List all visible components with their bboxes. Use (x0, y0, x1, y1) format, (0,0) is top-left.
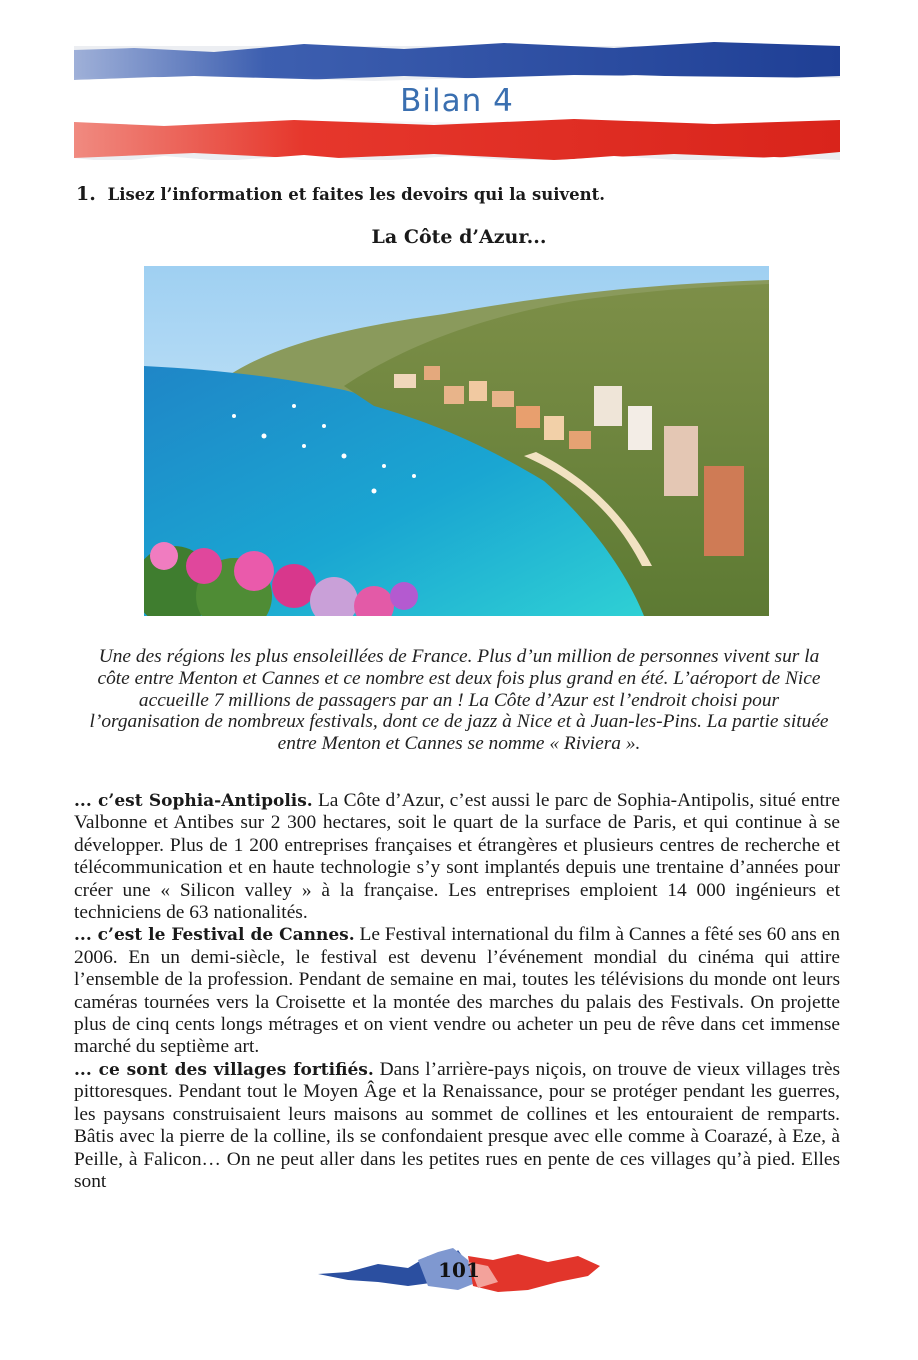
paragraph-text: Dans l’arrière-pays niçois, on trouve de vieux villages très pittoresques. Pendant tout le Moyen Âge et la Renaissance, pour se protéger pendant les guerres, les paysans construisaient leurs maisons au sommet de collines et les entouraient de remparts. Bâtis avec la pierre de la colline, ils se confondaient presque avec elle comme à Coarazé, à Eze, à Peille, à Falicon… On ne peut aller dans les petites rues en pente de ces villages qu’à pied. Elles sont (74, 1058, 840, 1192)
exercise-text: Lisez l’information et faites les devoirs qui la suivent. (107, 185, 605, 204)
exercise-number: 1. (76, 183, 96, 205)
intro-paragraph: Une des régions les plus ensoleillées de France. Plus d’un million de personnes vivent sur la côte entre Menton et Cannes et ce nombre est deux fois plus grand en été. L’aéroport de Nice accueille 7 millions de passagers par an ! La Côte d’Azur est l’endroit choisi pour l’organisation de nombreux festivals, dont ce de jazz à Nice et à Juan-les-Pins. La partie située entre Menton et Cannes se nomme « Riviera ». (89, 646, 829, 755)
paragraph-festival-cannes (74, 924, 840, 1058)
paragraph-villages-fortifies (74, 1059, 840, 1193)
article-body (74, 790, 840, 1193)
paragraph-sophia-antipolis (74, 790, 840, 924)
page-footer (318, 1242, 600, 1302)
paragraph-text: La Côte d’Azur, c’est aussi le parc de Sophia-Antipolis, situé entre Valbonne et Antibes sur 2 300 hectares, soit le quart de la surface de Paris, et qui continue à se développer. Plus de 1 200 entreprises françaises et étrangères et plusieurs centres de recherche et télécommunication et en haute technologie s’y sont implantés depuis une trentaine d’années pour créer une « Silicon valley » à la française. Les entreprises emploient 14 000 ingénieurs et techniciens de 63 nationalités. (74, 790, 840, 924)
paragraph-text: Le Festival international du film à Cannes a fêté ses 60 ans en 2006. En un demi-siècle, le festival est devenu l’événement mondial du cinéma qui attire l’ensemble de la profession. Pendant de semaine en mai, toutes les télévisions du monde ont leurs caméras tournées vers la Croisette et la montée des marches du palais des Festivals. On projette plus de cinq cents longs métrages et on vient vendre ou acheter un peu de rêve dans cet immense marché du septième art. (74, 924, 841, 1058)
page-number: 101 (438, 1258, 480, 1282)
exercise-instruction (76, 183, 846, 205)
paragraph-heading: ... c’est Sophia-Antipolis. (74, 791, 313, 811)
page-title: Bilan 4 (400, 83, 514, 119)
paragraph-heading: ... ce sont des villages fortifiés. (74, 1059, 374, 1080)
title-banner (74, 40, 840, 164)
coastline-photo (144, 266, 769, 616)
section-title: La Côte d’Azur... (371, 226, 547, 248)
paragraph-heading: ... c’est le Festival de Cannes. (74, 925, 355, 946)
